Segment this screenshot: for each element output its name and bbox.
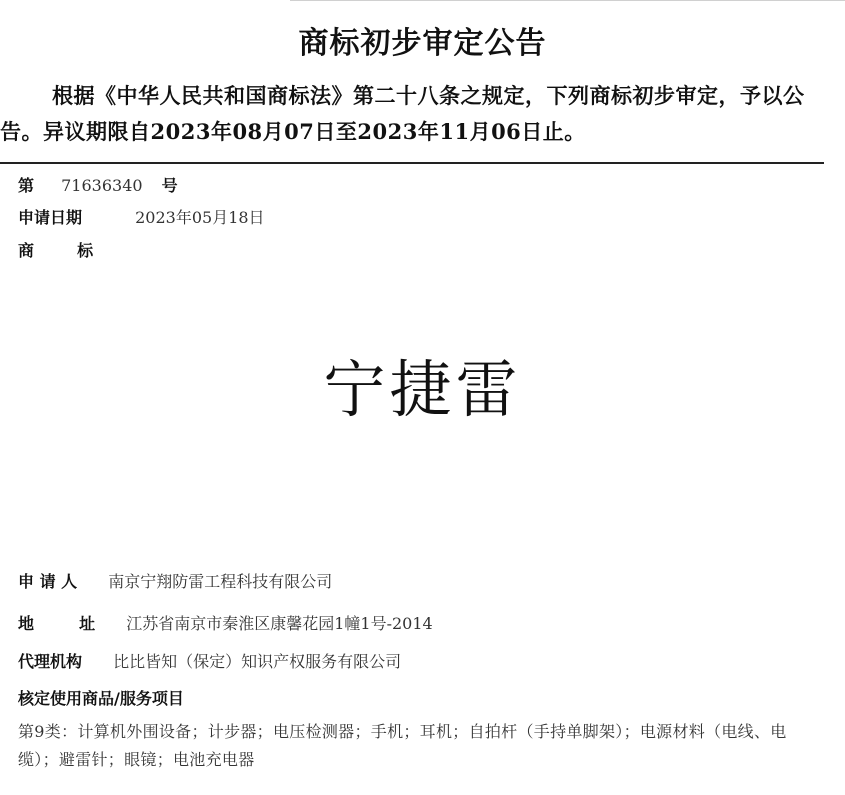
applicant-value: 南京宁翔防雷工程科技有限公司 xyxy=(108,572,333,591)
address-value: 江苏省南京市秦淮区康馨花园1幢1号-2014 xyxy=(126,614,433,633)
applicant-label: 申 请 人 xyxy=(18,572,78,591)
agency-label: 代理机构 xyxy=(18,652,83,671)
application-date-row xyxy=(18,205,265,228)
trademark-label-row xyxy=(18,238,93,261)
address-row xyxy=(18,611,433,634)
announcement-intro: 根据《中华人民共和国商标法》第二十八条之规定，下列商标初步审定，予以公告。异议期限自2023年08月07日至2023年11月06日止。 xyxy=(0,83,805,144)
applicant-row xyxy=(18,569,332,592)
registration-prefix: 第 xyxy=(18,176,35,195)
registration-suffix: 号 xyxy=(161,176,178,195)
trademark-text: 宁捷雷 xyxy=(323,353,522,426)
goods-heading-row xyxy=(18,686,184,709)
registration-number: 71636340 xyxy=(61,176,143,195)
trademark-label-char-1: 商 xyxy=(18,241,35,260)
goods-heading: 核定使用商品/服务项目 xyxy=(18,689,184,708)
page-title: 商标初步审定公告 xyxy=(298,26,547,61)
goods-list-text: 第9类：计算机外围设备；计步器；电压检测器；手机；耳机；自拍杆（手持单脚架）；电源材料（电线、电缆）；避雷针；眼镜；电池充电器 xyxy=(18,722,787,769)
top-rule xyxy=(290,0,845,1)
address-label-char-2: 址 xyxy=(79,614,96,633)
agency-row xyxy=(18,649,401,672)
section-divider xyxy=(0,162,824,164)
trademark-label-char-2: 标 xyxy=(77,241,94,260)
registration-number-row xyxy=(18,173,178,196)
application-date-label: 申请日期 xyxy=(18,208,83,227)
address-label-char-1: 地 xyxy=(18,614,35,633)
application-date-value: 2023年05月18日 xyxy=(135,208,265,227)
agency-value: 比比皆知（保定）知识产权服务有限公司 xyxy=(113,652,402,671)
